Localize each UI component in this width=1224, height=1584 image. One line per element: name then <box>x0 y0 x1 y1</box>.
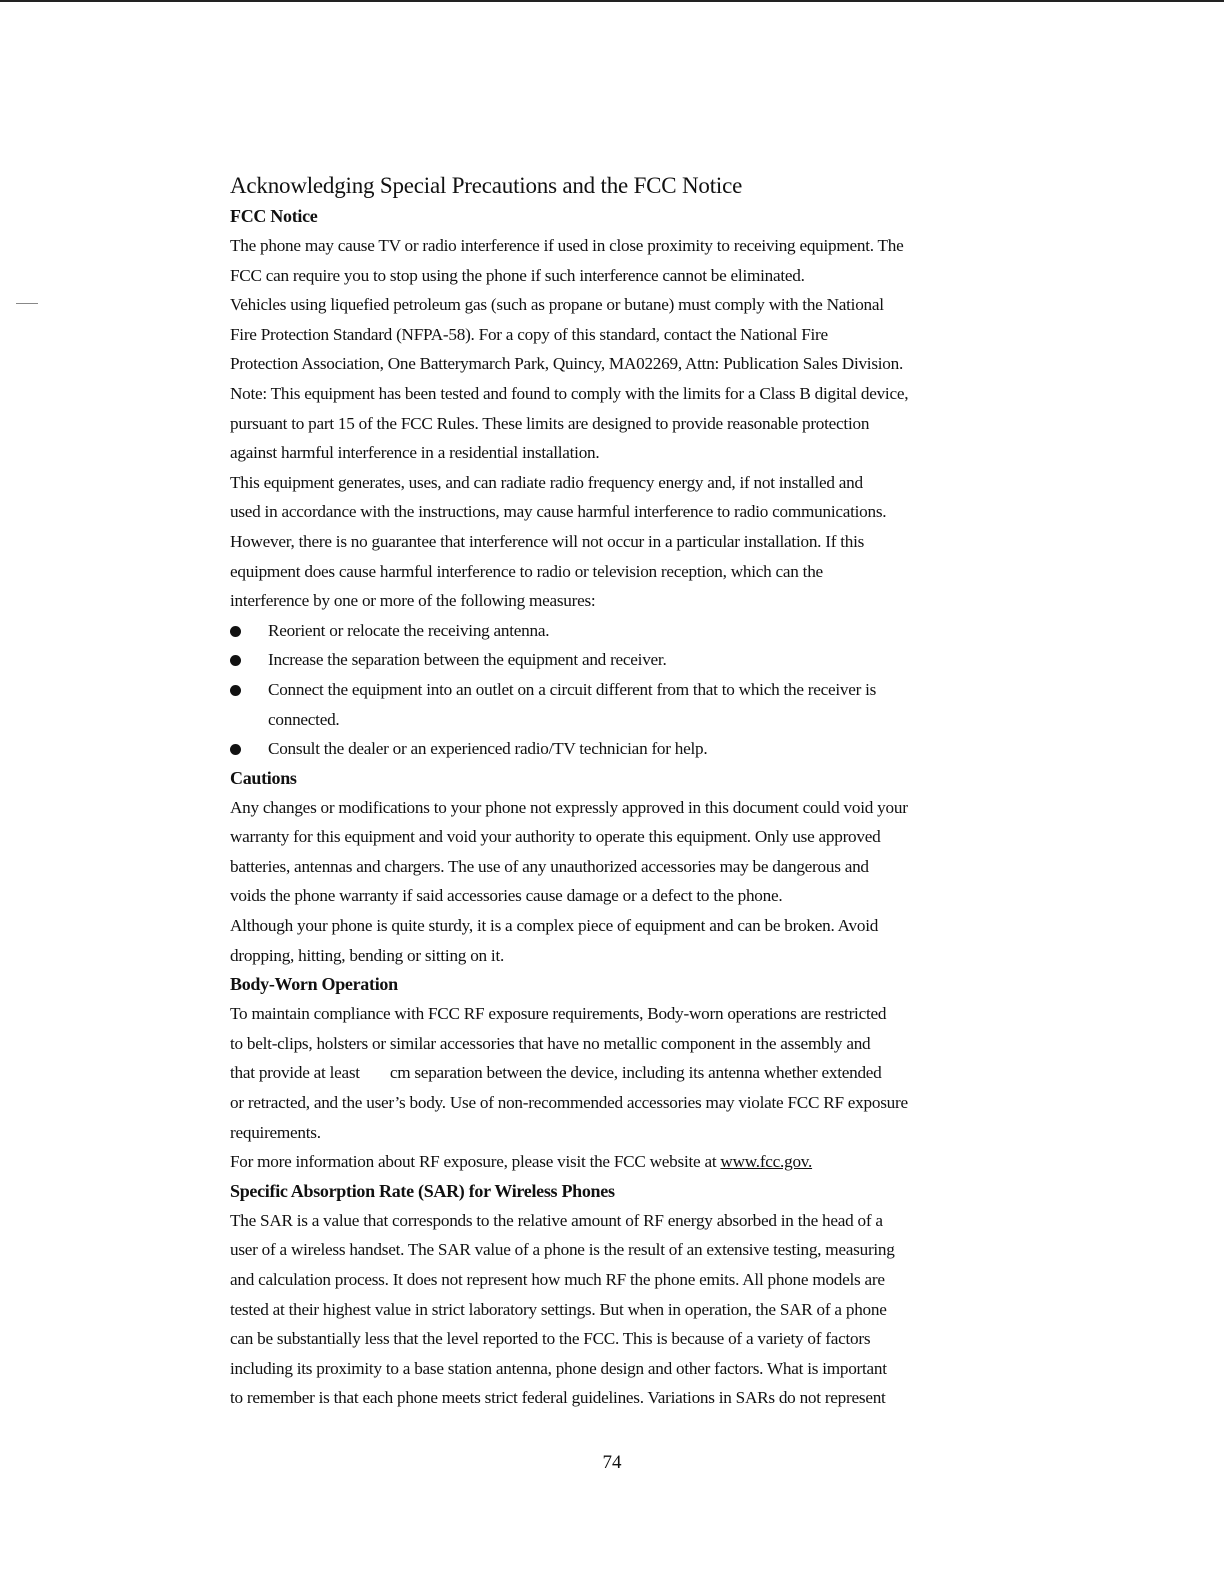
bullet-continuation <box>230 705 1050 735</box>
bullet-dot-icon <box>230 685 241 696</box>
body-worn-line: or retracted, and the user’s body. Use of non-recommended accessories may violate FCC RF exposure <box>230 1093 908 1113</box>
fcc-notice-line: FCC can require you to stop using the phone if such interference cannot be eliminated. <box>230 265 805 285</box>
bullet-dot-icon <box>230 626 241 637</box>
fcc-notice-line: pursuant to part 15 of the FCC Rules. These limits are designed to provide reasonable protection <box>230 413 870 433</box>
body-worn-line <box>230 1058 1050 1088</box>
fcc-notice-line: Protection Association, One Batterymarch Park, Quincy, MA02269, Attn: Publication Sales Division. <box>230 354 904 374</box>
sar-line: and calculation process. It does not represent how much RF the phone emits. All phone models are <box>230 1270 885 1289</box>
cautions-line: batteries, antennas and chargers. The use of any unauthorized accessories may be dangerous and <box>230 856 869 876</box>
fcc-notice-line: equipment does cause harmful interference to radio or television reception, which can the <box>230 561 823 581</box>
sar-heading: Specific Absorption Rate (SAR) for Wireless Phones <box>230 1180 615 1201</box>
body-worn-line: requirements. <box>230 1122 321 1142</box>
bullet-text: Increase the separation between the equipment and receiver. <box>268 650 667 670</box>
sar-line: can be substantially less that the level reported to the FCC. This is because of a variety of factors <box>230 1329 871 1349</box>
cautions-heading: Cautions <box>230 767 297 788</box>
bullet-text: Reorient or relocate the receiving antenna. <box>268 620 550 640</box>
bullet-item <box>230 734 1050 764</box>
fcc-notice-line: This equipment generates, uses, and can radiate radio frequency energy and, if not installed and <box>230 472 863 492</box>
bullet-dot-icon <box>230 744 241 755</box>
bullet-item <box>230 645 1050 675</box>
top-border-line <box>0 0 1224 2</box>
fcc-notice-line: Fire Protection Standard (NFPA-58). For a copy of this standard, contact the National Fire <box>230 324 828 344</box>
fcc-notice-line: However, there is no guarantee that interference will not occur in a particular installation. If this <box>230 531 865 551</box>
fcc-notice-line: interference by one or more of the following measures: <box>230 591 596 611</box>
fcc-notice-line: used in accordance with the instructions, may cause harmful interference to radio communications. <box>230 502 887 522</box>
cautions-line: dropping, hitting, bending or sitting on it. <box>230 945 505 965</box>
body-worn-line <box>230 1147 1050 1177</box>
cautions-line: Although your phone is quite sturdy, it is a complex piece of equipment and can be broken. Avoid <box>230 916 879 936</box>
bullet-item <box>230 616 1050 646</box>
cautions-line: warranty for this equipment and void your authority to operate this equipment. Only use approved <box>230 827 881 847</box>
bullet-continuation-text: connected. <box>268 709 340 729</box>
cautions-line: voids the phone warranty if said accessories cause damage or a defect to the phone. <box>230 886 783 906</box>
fcc-notice-line: Vehicles using liquefied petroleum gas (such as propane or butane) must comply with the National <box>230 295 884 315</box>
fcc-notice-heading: FCC Notice <box>230 206 318 226</box>
sar-line: tested at their highest value in strict laboratory settings. But when in operation, the SAR of a phone <box>230 1299 887 1319</box>
sar-line: The SAR is a value that corresponds to the relative amount of RF energy absorbed in the head of a <box>230 1210 883 1230</box>
cautions-line: Any changes or modifications to your phone not expressly approved in this document could void your <box>230 797 908 817</box>
bullet-dot-icon <box>230 655 241 666</box>
body-worn-section <box>230 970 1050 1177</box>
body-worn-line: To maintain compliance with FCC RF exposure requirements, Body-worn operations are restricted <box>230 1004 887 1024</box>
sar-line: user of a wireless handset. The SAR value of a phone is the result of an extensive testing, measuring <box>230 1240 895 1260</box>
bullet-text: Consult the dealer or an experienced radio/TV technician for help. <box>268 739 708 759</box>
body-worn-line: to belt-clips, holsters or similar accessories that have no metallic component in the assembly and <box>230 1033 871 1053</box>
fcc-notice-line: against harmful interference in a residential installation. <box>230 443 600 463</box>
rf-info-text: For more information about RF exposure, please visit the FCC website at <box>230 1152 721 1172</box>
body-worn-line-end: cm separation between the device, including its antenna whether extended <box>389 1063 882 1083</box>
document-page <box>230 170 1050 1413</box>
fcc-website-link[interactable]: www.fcc.gov. <box>720 1152 813 1172</box>
fcc-notice-section <box>230 202 1050 764</box>
page-title: Acknowledging Special Precautions and the FCC Notice <box>230 173 743 198</box>
bullet-text: Connect the equipment into an outlet on a circuit different from that to which the receiver is <box>268 679 877 699</box>
body-worn-line-start: that provide at least <box>230 1063 360 1083</box>
sar-line: to remember is that each phone meets strict federal guidelines. Variations in SARs do not represent <box>230 1388 886 1408</box>
sar-line: including its proximity to a base station antenna, phone design and other factors. What is important <box>230 1358 887 1378</box>
fcc-notice-line: Note: This equipment has been tested and found to comply with the limits for a Class B digital device, <box>230 383 909 403</box>
page-number: 74 <box>602 1452 622 1473</box>
sar-section <box>230 1177 1050 1413</box>
cautions-section <box>230 764 1050 971</box>
margin-mark <box>16 303 38 304</box>
bullet-item <box>230 675 1050 705</box>
body-worn-heading: Body-Worn Operation <box>230 974 398 995</box>
fcc-notice-line: The phone may cause TV or radio interference if used in close proximity to receiving equipment. The <box>230 236 904 255</box>
